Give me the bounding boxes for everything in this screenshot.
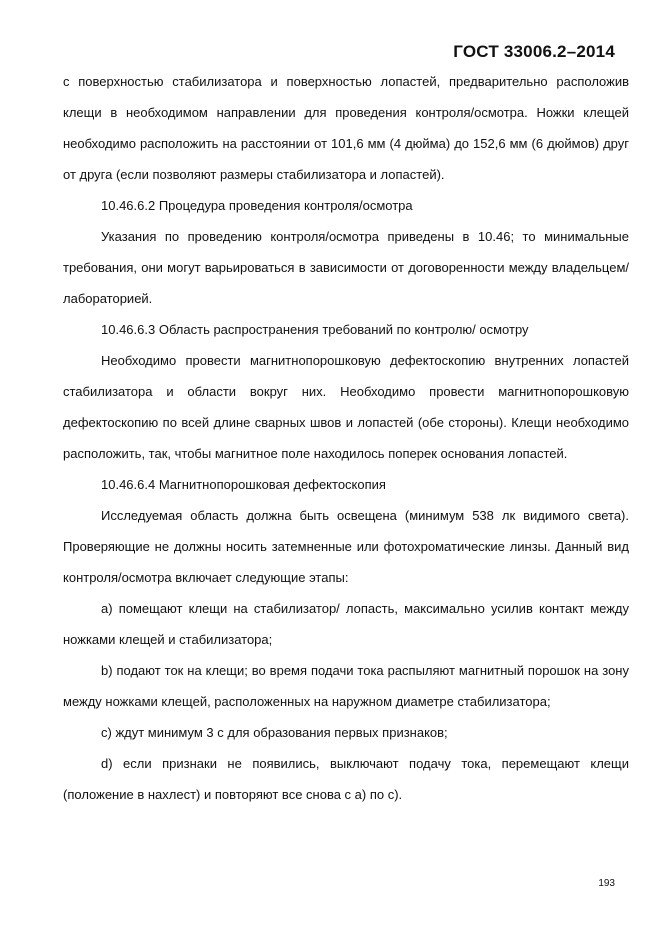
document-body bbox=[63, 66, 629, 810]
document-code-header: ГОСТ 33006.2–2014 bbox=[453, 42, 615, 61]
paragraph: Необходимо провести магнитнопорошковую дефектоскопию внутренних лопастей стабилизатора и области вокруг них. Необходимо провести магнитнопорошковую дефектоскопию по всей длине сварных швов и лопастей (обе стороны). Клещи необходимо расположить, так, чтобы магнитное поле находилось поперек основания лопастей. bbox=[63, 353, 629, 461]
page-number: 193 bbox=[598, 878, 615, 889]
list-item: а) помещают клещи на стабилизатор/ лопасть, максимально усилив контакт между ножками клещей и стабилизатора; bbox=[63, 601, 629, 647]
section-heading: 10.46.6.2 Процедура проведения контроля/осмотра bbox=[101, 198, 413, 213]
section-heading: 10.46.6.3 Область распространения требований по контролю/ осмотру bbox=[101, 322, 529, 337]
paragraph: Указания по проведению контроля/осмотра приведены в 10.46; то минимальные требования, они могут варьироваться в зависимости от договоренности между владельцем/лабораторией. bbox=[63, 229, 629, 306]
paragraph: Исследуемая область должна быть освещена (минимум 538 лк видимого света). Проверяющие не должны носить затемненные или фотохроматические линзы. Данный вид контроля/осмотра включает следующие этапы: bbox=[63, 508, 629, 585]
paragraph: с поверхностью стабилизатора и поверхностью лопастей, предварительно расположив клещи в необходимом направлении для проведения контроля/осмотра. Ножки клещей необходимо расположить на расстоянии от 101,6 мм (4 дюйма) до 152,6 мм (6 дюймов) друг от друга (если позволяют размеры стабилизатора и лопастей). bbox=[63, 74, 629, 182]
list-item: c) ждут минимум 3 с для образования первых признаков; bbox=[101, 725, 448, 740]
list-item: b) подают ток на клещи; во время подачи тока распыляют магнитный порошок на зону между ножками клещей, расположенных на наружном диаметре стабилизатора; bbox=[63, 663, 629, 709]
list-item: d) если признаки не появились, выключают подачу тока, перемещают клещи (положение в нахлест) и повторяют все снова с а) по с). bbox=[63, 756, 629, 802]
section-heading: 10.46.6.4 Магнитнопорошковая дефектоскопия bbox=[101, 477, 386, 492]
